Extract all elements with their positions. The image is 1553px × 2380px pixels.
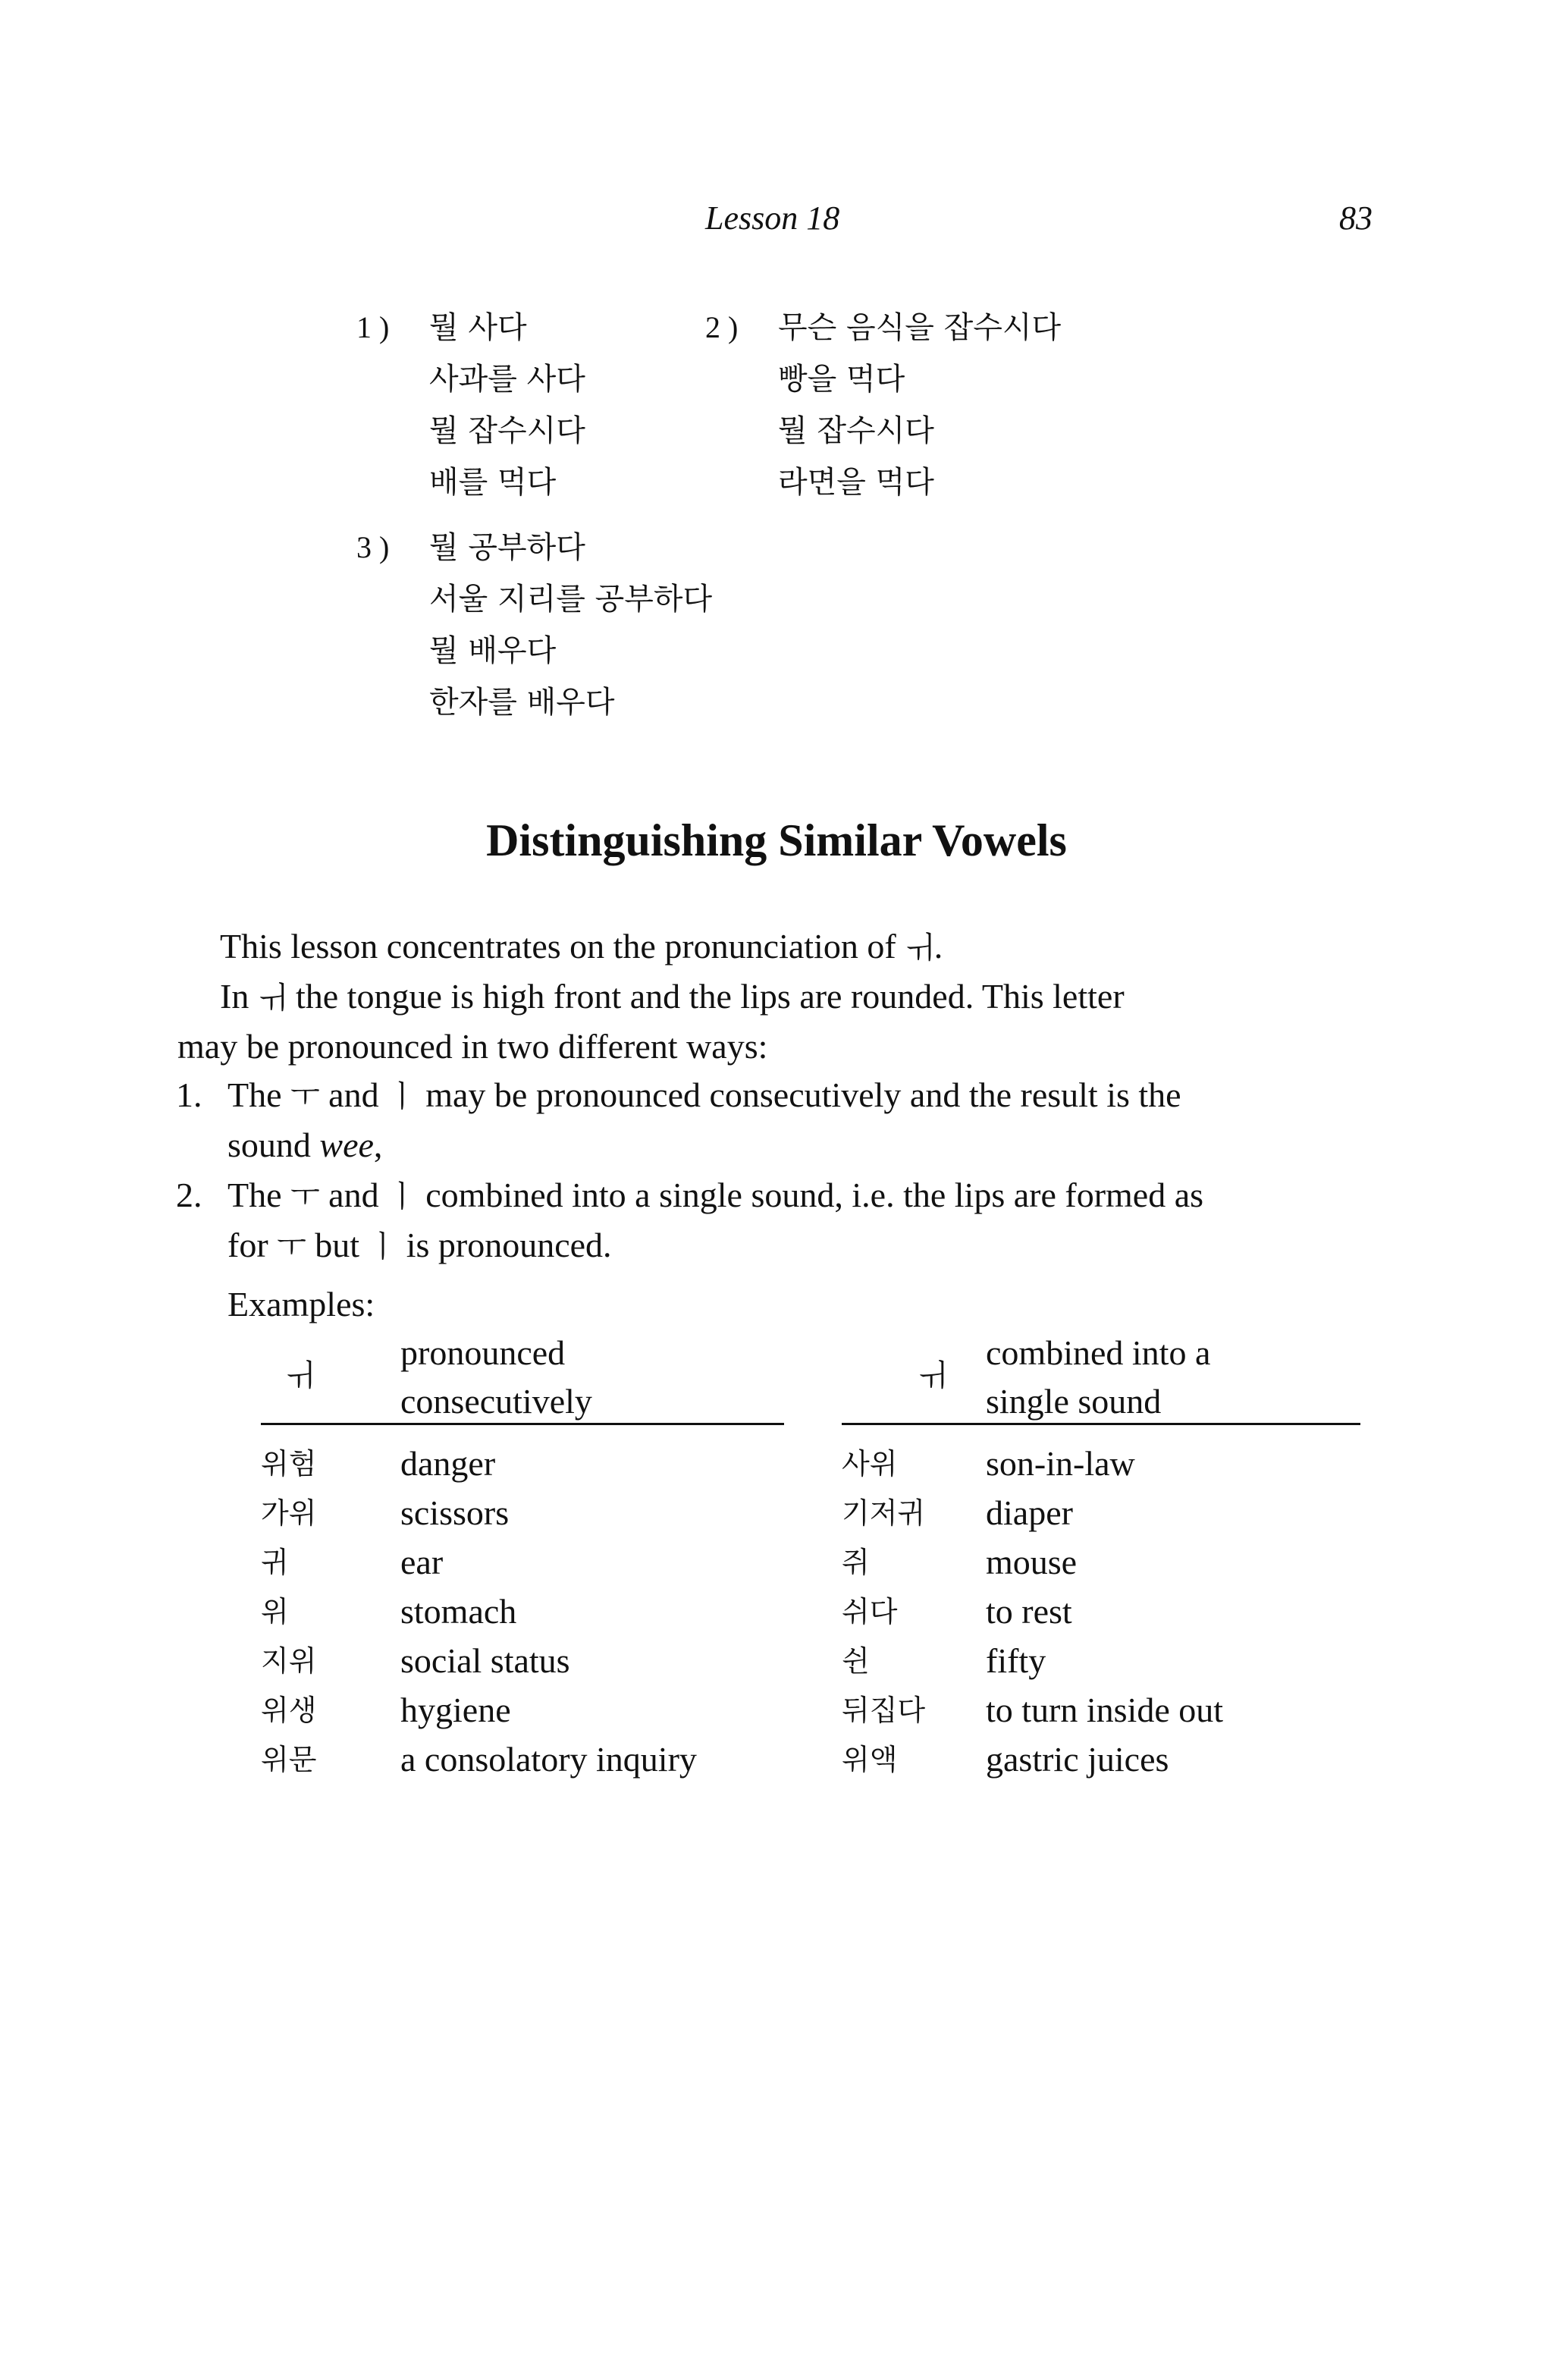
vowel-glyph: ㅣ: [387, 1079, 417, 1114]
drill-line: 뭘 배우다: [429, 633, 557, 668]
english-meaning: mouse: [986, 1543, 1078, 1581]
korean-word: 쉰: [842, 1644, 870, 1678]
english-meaning: to turn inside out: [986, 1691, 1224, 1729]
example-table-consecutive: [261, 1329, 784, 1784]
table-row: [842, 1538, 1360, 1588]
intro-line-3: may be pronounced in two different ways:: [177, 1027, 768, 1066]
list-number: 2.: [176, 1176, 202, 1214]
vowel-glyph: ㅜ: [290, 1079, 320, 1114]
list-text: and: [319, 1176, 388, 1214]
korean-word: 사위: [842, 1447, 898, 1480]
drill-line: 뭘 공부하다: [429, 530, 585, 565]
intro-line-2: [220, 972, 1125, 1022]
list-text: is pronounced.: [397, 1226, 612, 1264]
table-row: [261, 1686, 784, 1736]
korean-word: 가위: [261, 1496, 317, 1530]
korean-word: 지위: [261, 1644, 317, 1678]
drill-line: 뭘 잡수시다: [429, 413, 585, 448]
drill-line: 뭘 사다: [429, 310, 527, 345]
vowel-glyph: ㅜ: [277, 1229, 306, 1264]
english-meaning: ear: [400, 1543, 444, 1581]
lesson-title: Lesson 18: [705, 199, 840, 237]
drill-line: 무슨 음식을 잡수시다: [778, 310, 1062, 345]
list-text: combined into a single sound, i.e. the lips are formed as: [416, 1176, 1204, 1214]
intro-text: In: [220, 977, 258, 1016]
korean-word: 쉬다: [842, 1595, 898, 1628]
drill-number: 3 ): [356, 530, 390, 564]
list-item-1-line-2: [227, 1121, 382, 1170]
vowel-glyph: ㅟ: [285, 1358, 315, 1393]
header-line: pronounced: [400, 1333, 566, 1372]
drill-line: 서울 지리를 공부하다: [429, 582, 713, 617]
intro-text: .: [933, 927, 943, 966]
section-title: Distinguishing Similar Vowels: [486, 815, 1067, 865]
drill-number: 2 ): [705, 310, 739, 344]
header-rule: [842, 1423, 1360, 1425]
header-line: combined into a: [986, 1333, 1211, 1372]
english-meaning: social status: [400, 1641, 570, 1680]
vowel-glyph: ㅟ: [257, 981, 287, 1016]
list-text: may be pronounced consecutively and the result is the: [416, 1075, 1181, 1114]
header-line: single sound: [986, 1382, 1162, 1421]
table-row: [261, 1735, 784, 1785]
vowel-glyph: ㅜ: [290, 1179, 320, 1214]
list-item-2-line-1: [227, 1171, 1203, 1221]
table-row: [261, 1538, 784, 1588]
list-text: The: [227, 1176, 291, 1214]
italic-word: wee: [319, 1126, 374, 1164]
page-number: 83: [1339, 199, 1373, 237]
korean-word: 뒤집다: [842, 1694, 926, 1727]
header-rule: [261, 1423, 784, 1425]
table-row: [842, 1637, 1360, 1687]
english-meaning: diaper: [986, 1493, 1073, 1532]
korean-word: 위: [261, 1595, 289, 1628]
korean-word: 귀: [261, 1546, 289, 1579]
drill-line: 뭘 잡수시다: [778, 413, 934, 448]
english-meaning: hygiene: [400, 1691, 511, 1729]
english-meaning: a consolatory inquiry: [400, 1740, 697, 1779]
table-row: [842, 1587, 1360, 1637]
drill-number: 1 ): [356, 310, 390, 344]
example-table-single-sound: [842, 1329, 1360, 1784]
table-row: [261, 1489, 784, 1539]
column-header: [400, 1329, 592, 1426]
table-row: [261, 1440, 784, 1490]
list-text: and: [319, 1075, 388, 1114]
header-line: consecutively: [400, 1382, 592, 1421]
table-row: [842, 1489, 1360, 1539]
korean-word: 기저귀: [842, 1496, 926, 1530]
list-text: sound: [227, 1126, 320, 1164]
drill-line: 한자를 배우다: [429, 685, 615, 720]
column-header: [986, 1329, 1210, 1426]
english-meaning: scissors: [400, 1493, 510, 1532]
korean-word: 위액: [842, 1743, 898, 1776]
list-number: 1.: [176, 1075, 202, 1114]
english-meaning: stomach: [400, 1592, 517, 1631]
english-meaning: son-in-law: [986, 1444, 1135, 1483]
list-item-1-line-1: [227, 1071, 1181, 1121]
table-row: [842, 1735, 1360, 1785]
korean-word: 위문: [261, 1743, 317, 1776]
english-meaning: to rest: [986, 1592, 1072, 1631]
list-text: but: [306, 1226, 369, 1264]
korean-word: 위생: [261, 1694, 317, 1727]
list-text: for: [227, 1226, 278, 1264]
korean-word: 위험: [261, 1447, 317, 1480]
list-text: ,: [373, 1126, 383, 1164]
running-head: [0, 199, 1553, 244]
vowel-glyph: ㅣ: [387, 1179, 417, 1214]
english-meaning: fifty: [986, 1641, 1046, 1680]
intro-text: the tongue is high front and the lips are rounded. This letter: [287, 977, 1125, 1016]
examples-label: Examples:: [227, 1285, 375, 1323]
table-row: [261, 1587, 784, 1637]
drill-line: 라면을 먹다: [778, 465, 934, 500]
drill-line: 사과를 사다: [429, 362, 585, 397]
vowel-glyph: ㅟ: [918, 1358, 947, 1393]
vowel-glyph: ㅣ: [368, 1229, 398, 1264]
intro-line-1: [220, 922, 943, 972]
drill-line: 빵을 먹다: [778, 362, 905, 397]
vowel-glyph: ㅟ: [905, 931, 934, 966]
drill-line: 배를 먹다: [429, 465, 557, 500]
list-item-2-line-2: [227, 1221, 612, 1271]
table-row: [261, 1637, 784, 1687]
english-meaning: gastric juices: [986, 1740, 1169, 1779]
list-text: The: [227, 1075, 291, 1114]
intro-text: This lesson concentrates on the pronunciation of: [220, 927, 905, 966]
table-row: [842, 1686, 1360, 1736]
korean-word: 쥐: [842, 1546, 870, 1579]
table-row: [842, 1440, 1360, 1490]
english-meaning: danger: [400, 1444, 496, 1483]
